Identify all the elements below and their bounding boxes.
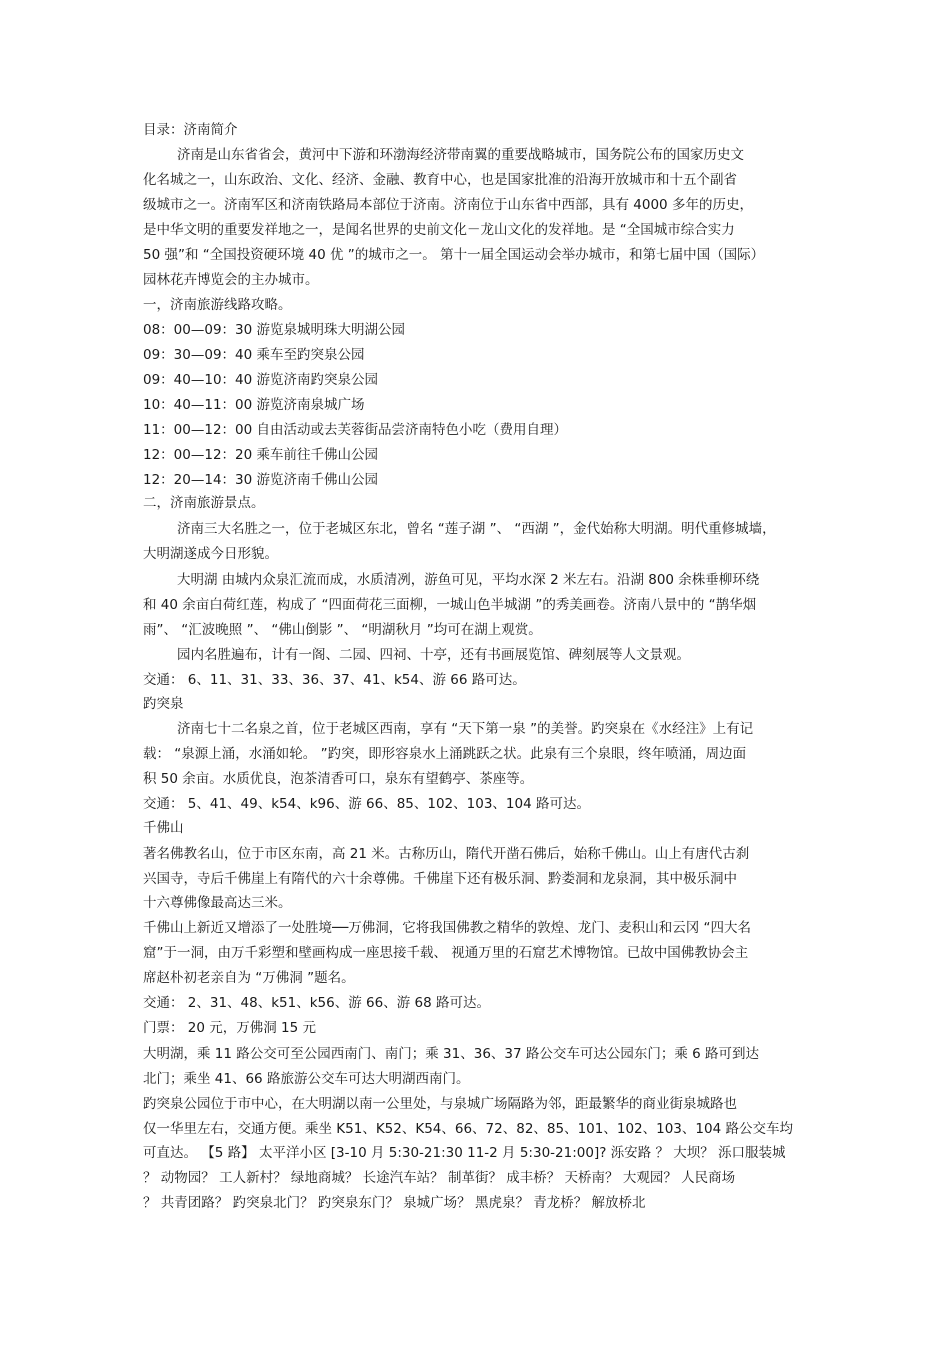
- intro-line: 化名城之一，山东政治、文化、经济、金融、教育中心，也是国家批准的沿海开放城市和十五个副省: [143, 172, 737, 188]
- bus-info-line: 趵突泉公园位于市中心，在大明湖以南一公里处，与泉城广场隔路为邻，距最繁华的商业街泉城路也: [143, 1096, 737, 1112]
- itinerary-item: 09：30—09：40 乘车至趵突泉公园: [143, 347, 365, 363]
- bus-info-line: 仅一华里左右，交通方便。乘坐 K51、K52、K54、66、72、82、85、101、102、103、104 路公交车均: [143, 1121, 793, 1137]
- section-heading: 二，济南旅游景点。: [143, 495, 265, 511]
- toc-heading: 目录：济南简介: [143, 122, 238, 138]
- qianfoshan-line: 著名佛教名山，位于市区东南，高 21 米。古称历山，隋代开凿石佛后，始称千佛山。山上有唐代古刹: [143, 846, 750, 862]
- spot-heading: 趵突泉: [143, 696, 184, 712]
- daminghu-line: 雨”、 “汇波晚照 ”、 “佛山倒影 ”、 “明湖秋月 ”均可在湖上观赏。: [143, 622, 542, 638]
- qianfoshan-line: 十六尊佛像最高达三米。: [143, 895, 292, 911]
- transport-line: 交通： 5、41、49、k54、k96、游 66、85、102、103、104 路可达。: [143, 796, 590, 812]
- itinerary-item: 09：40—10：40 游览济南趵突泉公园: [143, 372, 379, 388]
- bus-route-line: ？ 动物园？ 工人新村？ 绿地商城？ 长途汽车站？ 制革街？ 成丰桥？ 天桥南？ 大观园？ 人民商场: [143, 1170, 736, 1186]
- baotuquan-line: 积 50 余亩。水质优良，泡茶清香可口，泉东有望鹤亭、茶座等。: [143, 771, 534, 787]
- intro-line: 级城市之一。济南军区和济南铁路局本部位于济南。济南位于山东省中西部，具有 4000 多年的历史，: [143, 197, 753, 213]
- intro-line: 50 强”和 “全国投资硬环境 40 优 ”的城市之一。 第十一届全国运动会举办城市，和第七届中国（国际）: [143, 247, 765, 263]
- section-heading: 一，济南旅游线路攻略。: [143, 297, 292, 313]
- ticket-line: 门票： 20 元，万佛洞 15 元: [143, 1020, 317, 1036]
- itinerary-item: 12：20—14：30 游览济南千佛山公园: [143, 472, 379, 488]
- daminghu-line: 济南三大名胜之一，位于老城区东北，曾名 “莲子湖 ”、 “西湖 ”，金代始称大明湖。明代重修城墙，: [177, 521, 776, 537]
- intro-line: 是中华文明的重要发祥地之一，是闻名世界的史前文化－龙山文化的发祥地。是 “全国城市综合实力: [143, 222, 735, 238]
- qianfoshan-line: 兴国寺，寺后千佛崖上有隋代的六十余尊佛。千佛崖下还有极乐洞、黔娄洞和龙泉洞，其中极乐洞中: [143, 871, 737, 887]
- bus-info-line: 北门；乘坐 41、66 路旅游公交车可达大明湖西南门。: [143, 1071, 470, 1087]
- qianfoshan-line: 席赵朴初老亲自为 “万佛洞 ”题名。: [143, 970, 355, 986]
- daminghu-line: 大明湖遂成今日形貌。: [143, 546, 278, 562]
- bus-route-line: 可直达。 【5 路】 太平洋小区 [3-10 月 5:30-21:30 11-2 月 5:30-21:00]? 泺安路 ？ 大坝？ 泺口服装城: [143, 1145, 786, 1161]
- intro-line: 济南是山东省省会，黄河中下游和环渤海经济带南翼的重要战略城市，国务院公布的国家历史文: [177, 147, 744, 163]
- itinerary-item: 12：00—12：20 乘车前往千佛山公园: [143, 447, 379, 463]
- daminghu-line: 园内名胜遍布，计有一阁、二园、四祠、十亭，还有书画展览馆、碑刻展等人文景观。: [177, 647, 690, 663]
- itinerary-item: 10：40—11：00 游览济南泉城广场: [143, 397, 365, 413]
- qianfoshan-line: 千佛山上新近又增添了一处胜境──万佛洞，它将我国佛教之精华的敦煌、龙门、麦积山和云冈 “四大名: [143, 920, 752, 936]
- baotuquan-line: 济南七十二名泉之首，位于老城区西南，享有 “天下第一泉 ”的美誉。趵突泉在《水经注》上有记: [177, 721, 754, 737]
- transport-line: 交通： 6、11、31、33、36、37、41、k54、游 66 路可达。: [143, 672, 526, 688]
- daminghu-line: 和 40 余亩白荷红莲，构成了 “四面荷花三面柳，一城山色半城湖 ”的秀美画卷。济南八景中的 “鹊华烟: [143, 597, 757, 613]
- intro-line: 园林花卉博览会的主办城市。: [143, 272, 319, 288]
- qianfoshan-line: 窟”于一洞，由万千彩塑和壁画构成一座思接千载、 视通万里的石窟艺术博物馆。已故中国佛教协会主: [143, 945, 749, 961]
- bus-info-line: 大明湖，乘 11 路公交可至公园西南门、南门；乘 31、36、37 路公交车可达公园东门；乘 6 路可到达: [143, 1046, 760, 1062]
- itinerary-item: 11：00—12：00 自由活动或去芙蓉街品尝济南特色小吃（费用自理）: [143, 422, 568, 438]
- baotuquan-line: 载： “泉源上涌，水涌如轮。 ”趵突，即形容泉水上涌跳跃之状。此泉有三个泉眼，终年喷涌，周边面: [143, 746, 747, 762]
- daminghu-line: 大明湖 由城内众泉汇流而成，水质清冽，游鱼可见，平均水深 2 米左右。沿湖 800 余株垂柳环绕: [177, 572, 760, 588]
- itinerary-item: 08：00—09：30 游览泉城明珠大明湖公园: [143, 322, 406, 338]
- transport-line: 交通： 2、31、48、k51、k56、游 66、游 68 路可达。: [143, 995, 490, 1011]
- spot-heading: 千佛山: [143, 820, 184, 836]
- bus-route-line: ？ 共青团路？ 趵突泉北门？ 趵突泉东门？ 泉城广场？ 黑虎泉？ 青龙桥？ 解放桥北: [143, 1195, 646, 1211]
